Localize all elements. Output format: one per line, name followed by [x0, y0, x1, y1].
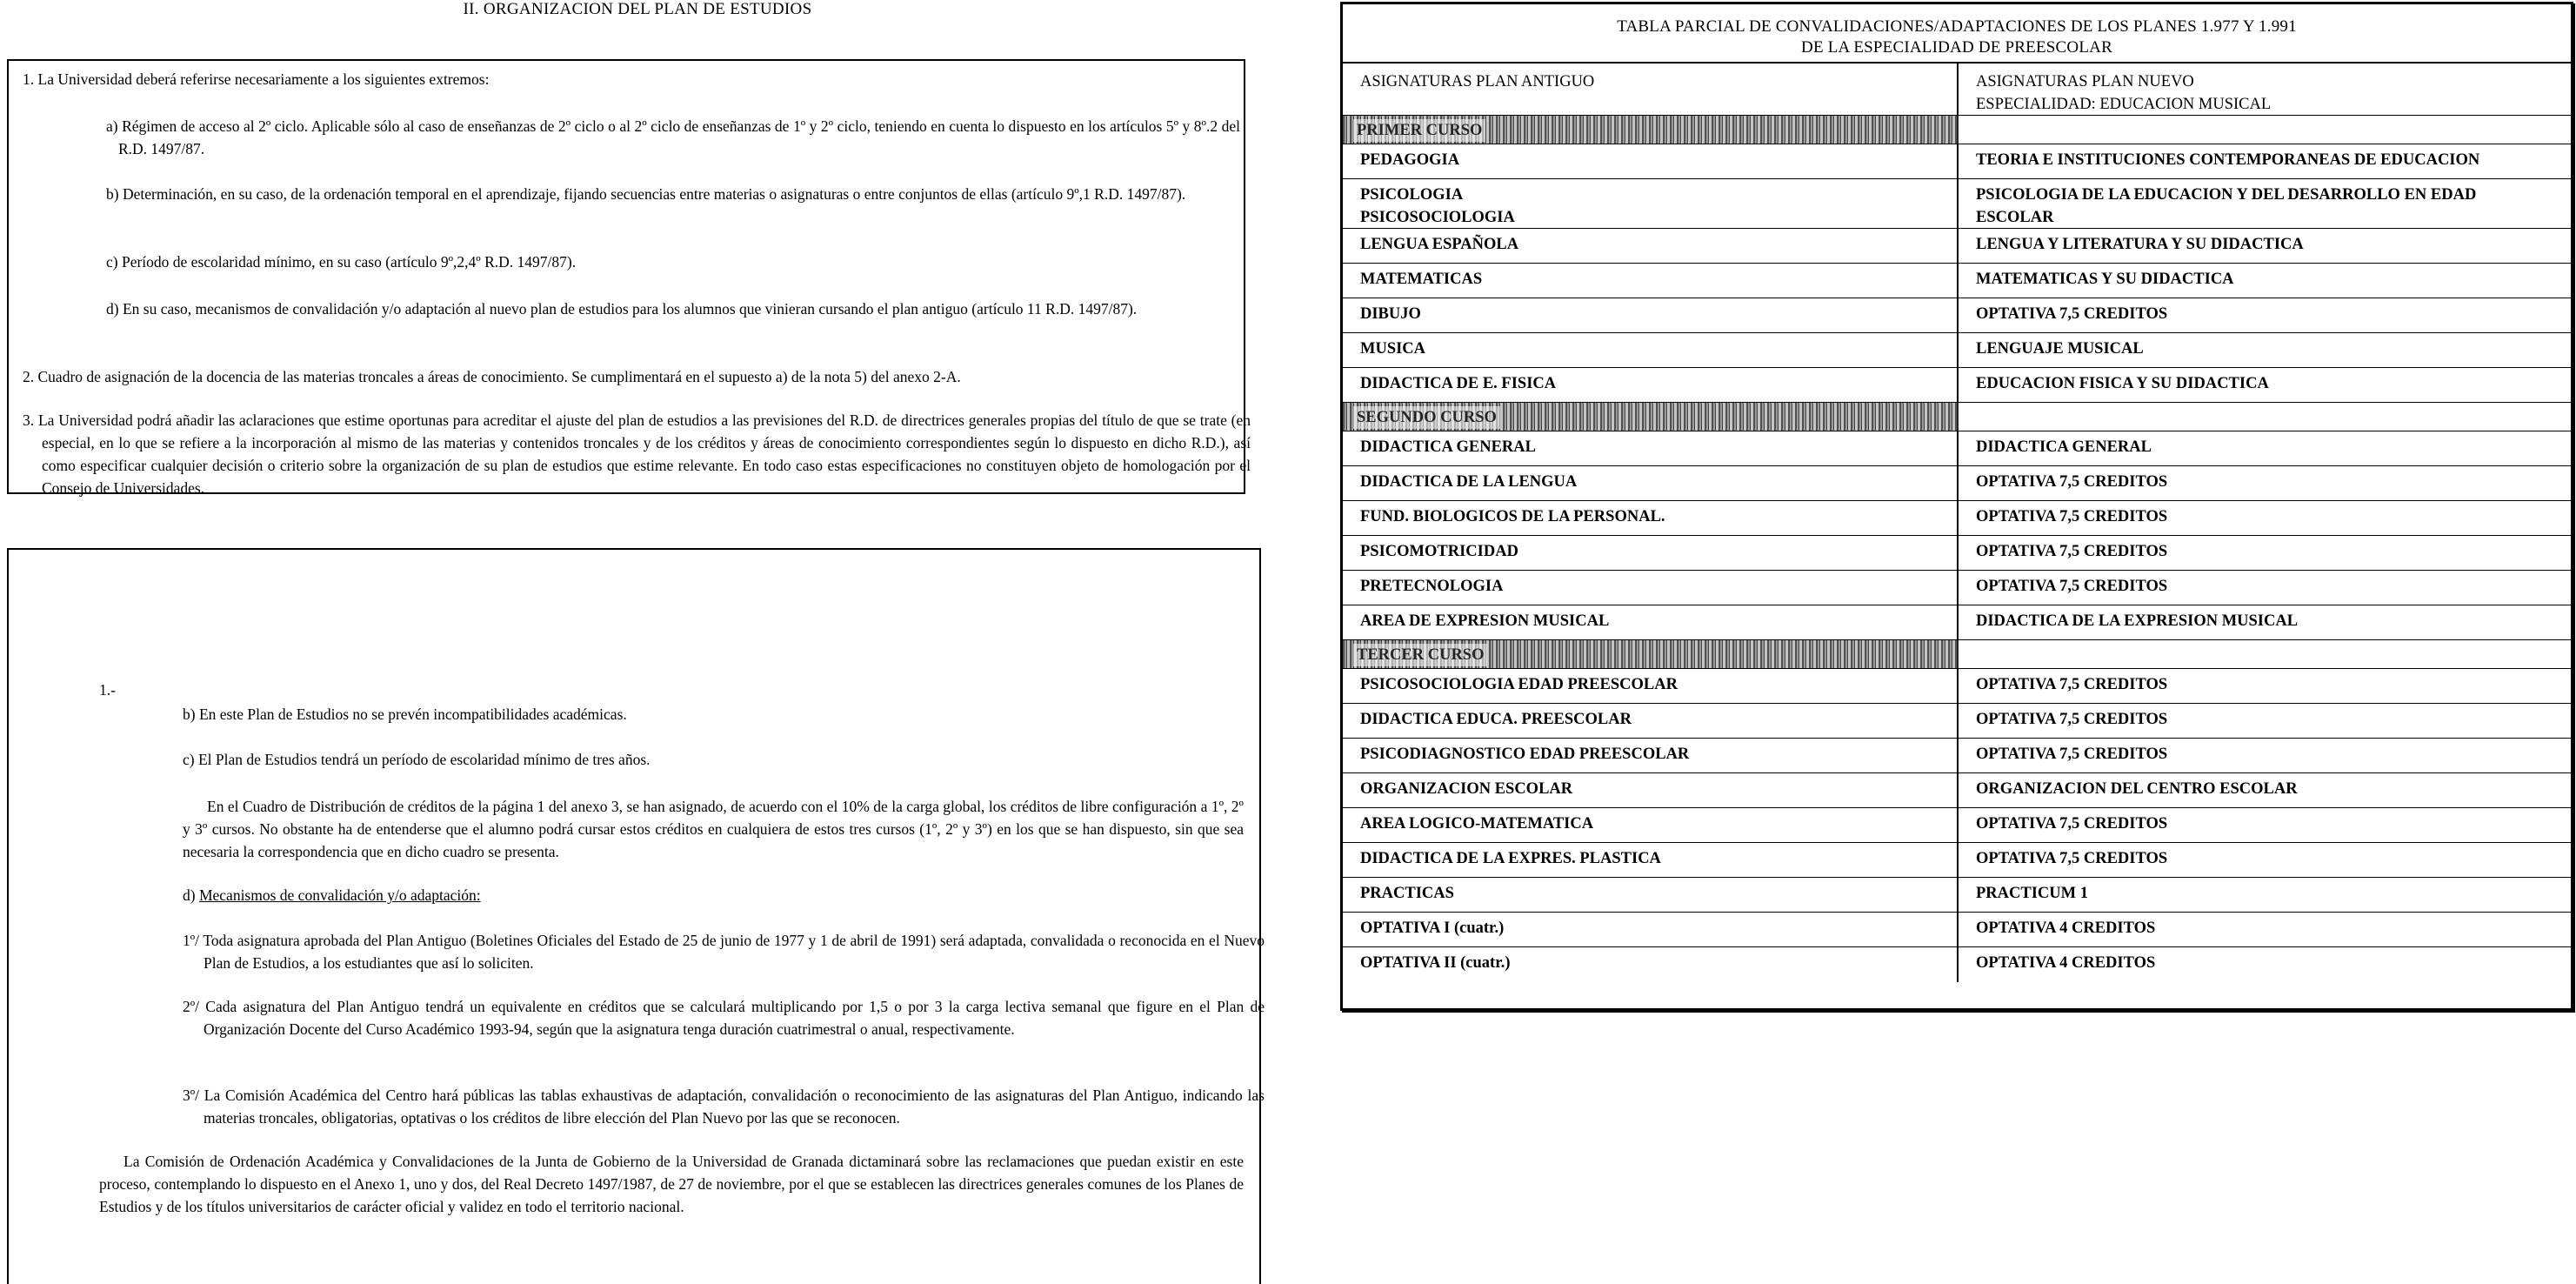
- column-header-new-label-1: ASIGNATURAS PLAN NUEVO: [1976, 73, 2194, 90]
- old-subject-cell: [1343, 179, 1959, 228]
- table-header-row: [1343, 64, 2571, 116]
- instructions-box: [7, 59, 1251, 497]
- new-subject: EDUCACION FISICA Y SU DIDACTICA: [1976, 375, 2269, 392]
- new-subject-cell: [1959, 669, 2571, 703]
- old-subject-cell: [1343, 739, 1959, 772]
- convalidation-table: [1340, 2, 2573, 1011]
- note-final: La Comisión de Ordenación Académica y Convalidaciones de la Junta de Gobierno de la Universidad de Granada dictaminará sobre las reclamaciones que puedan existir en este proceso, contemplando lo dispuesto en el Anexo 1, uno y dos, del Real Decreto 1497/1987, de 27 de noviembre, por el que se establecen las directrices generales comunes de los Planes de Estudios y de los títulos universitarios de carácter oficial y validez en todo el territorio nacional.: [99, 1153, 1244, 1215]
- new-subject-cell: [1959, 466, 2571, 500]
- note-d-title: Mecanismos de convalidación y/o adaptación:: [198, 886, 481, 904]
- old-subject: PRACTICAS: [1360, 885, 1454, 902]
- new-subject-cell: [1959, 704, 2571, 738]
- old-subject: PSICOLOGIA: [1360, 186, 1464, 204]
- table-row: [1343, 229, 2571, 264]
- table-row: [1343, 144, 2571, 179]
- item-a: a) Régimen de acceso al 2º ciclo. Aplicable sólo al caso de enseñanzas de 2º ciclo o al 2º ciclo de enseñanzas de 1º y 2º ciclo, teniendo en cuenta lo dispuesto en los artículos 5º y 8º.2 del R.D. 1497/87.: [106, 117, 1240, 157]
- section-label: SEGUNDO CURSO: [1353, 406, 1500, 429]
- old-subject: OPTATIVA II (cuatr.): [1360, 954, 1511, 972]
- table-row: [1343, 571, 2571, 605]
- old-subject: DIDACTICA EDUCA. PREESCOLAR: [1360, 711, 1632, 728]
- plan-notes-box: [7, 548, 1265, 1284]
- new-subject-cell: [1959, 229, 2571, 263]
- old-subject-cell: [1343, 368, 1959, 402]
- old-subject: MUSICA: [1360, 340, 1426, 358]
- old-subject: OPTATIVA I (cuatr.): [1360, 920, 1505, 937]
- old-subject: PEDAGOGIA: [1360, 151, 1460, 169]
- table-row: [1343, 739, 2571, 773]
- old-subject-cell: [1343, 298, 1959, 332]
- new-subject: OPTATIVA 7,5 CREDITOS: [1976, 578, 2168, 595]
- old-subject-2: PSICOSOCIOLOGIA: [1360, 209, 1515, 226]
- new-subject: OPTATIVA 7,5 CREDITOS: [1976, 473, 2168, 491]
- new-subject: DIDACTICA DE LA EXPRESION MUSICAL: [1976, 612, 2299, 630]
- new-subject: LENGUA Y LITERATURA Y SU DIDACTICA: [1976, 236, 2304, 253]
- new-subject-cell: [1959, 605, 2571, 639]
- new-subject-cell: [1959, 431, 2571, 465]
- note-c: c) El Plan de Estudios tendrá un período de escolaridad mínimo de tres años.: [183, 751, 651, 768]
- old-subject-cell: [1343, 466, 1959, 500]
- old-subject: ORGANIZACION ESCOLAR: [1360, 780, 1573, 798]
- new-subject: OPTATIVA 7,5 CREDITOS: [1976, 676, 2168, 693]
- note-d-heading: [183, 884, 1244, 906]
- old-subject-cell: [1343, 431, 1959, 465]
- column-header-new: [1959, 64, 2571, 115]
- old-subject: DIDACTICA DE LA EXPRES. PLASTICA: [1360, 850, 1661, 867]
- old-subject-cell: [1343, 144, 1959, 178]
- item-d: d) En su caso, mecanismos de convalidación y/o adaptación al nuevo plan de estudios para los alumnos que vinieran cursando el plan antiguo (artículo 11 R.D. 1497/87).: [106, 300, 1138, 318]
- old-subject: PSICODIAGNOSTICO EDAD PREESCOLAR: [1360, 746, 1690, 763]
- new-subject: OPTATIVA 7,5 CREDITOS: [1976, 508, 2168, 525]
- new-subject-cell: [1959, 501, 2571, 535]
- new-subject: OPTATIVA 7,5 CREDITOS: [1976, 305, 2168, 323]
- note-d-label: d): [183, 886, 199, 904]
- new-subject: OPTATIVA 7,5 CREDITOS: [1976, 711, 2168, 728]
- section-cell: [1343, 640, 1959, 668]
- table-row: [1343, 179, 2571, 229]
- new-subject-cell: [1959, 298, 2571, 332]
- new-subject: LENGUAJE MUSICAL: [1976, 340, 2144, 358]
- table-row: [1343, 466, 2571, 501]
- column-header-old: [1343, 64, 1959, 115]
- section-row: [1343, 403, 2571, 431]
- table-row: [1343, 669, 2571, 704]
- table-row: [1343, 605, 2571, 640]
- new-subject: DIDACTICA GENERAL: [1976, 438, 2152, 456]
- old-subject-cell: [1343, 704, 1959, 738]
- old-subject-cell: [1343, 605, 1959, 639]
- table-row: [1343, 501, 2571, 536]
- old-subject-cell: [1343, 878, 1959, 912]
- section-row: [1343, 640, 2571, 669]
- note-d2: 2º/ Cada asignatura del Plan Antiguo tendrá un equivalente en créditos que se calculará multiplicando por 1,5 o por 3 la carga lectiva semanal que figure en el Plan de Organización Docente del Curso Académico 1993-94, según que la asignatura tenga duración cuatrimestral o anual, respectivamente.: [183, 998, 1265, 1038]
- old-subject: PRETECNOLOGIA: [1360, 578, 1504, 595]
- table-row: [1343, 368, 2571, 403]
- note-c-paragraph: En el Cuadro de Distribución de créditos de la página 1 del anexo 3, se han asignado, de acuerdo con el 10% de la carga global, los créditos de libre configuración a 1º, 2º y 3º cursos. No obstante ha de entenderse que el alumno podrá cursar estos créditos en cualquiera de estos tres cursos (1º, 2º y 3º) en los que se han dispuesto, sin que sea necesaria la correspondencia que en dicho cuadro se presenta.: [183, 798, 1244, 860]
- old-subject: PSICOMOTRICIDAD: [1360, 543, 1518, 560]
- new-subject: ORGANIZACION DEL CENTRO ESCOLAR: [1976, 780, 2298, 798]
- table-row: [1343, 808, 2571, 843]
- item-c: c) Período de escolaridad mínimo, en su caso (artículo 9º,2,4º R.D. 1497/87).: [106, 253, 577, 271]
- new-subject: OPTATIVA 7,5 CREDITOS: [1976, 815, 2168, 833]
- note-number: 1.-: [99, 681, 116, 699]
- table-grid: [1343, 62, 2571, 982]
- section-row: [1343, 116, 2571, 144]
- old-subject-cell: [1343, 913, 1959, 946]
- note-d3: 3º/ La Comisión Académica del Centro hará públicas las tablas exhaustivas de adaptación, convalidación o reconocimiento de las asignaturas del Plan Antiguo, indicando las materias troncales, obligatorias, optativas o los créditos de libre elección del Plan Nuevo por las que se reconocen.: [183, 1087, 1265, 1127]
- new-subject-cell: [1959, 739, 2571, 772]
- item-b: b) Determinación, en su caso, de la ordenación temporal en el aprendizaje, fijando secuencias entre materias o asignaturas o entre conjuntos de ellas (artículo 9º,1 R.D. 1497/87).: [106, 185, 1186, 203]
- old-subject-cell: [1343, 501, 1959, 535]
- new-subject-cell: [1959, 843, 2571, 877]
- new-subject-cell: [1959, 179, 2571, 228]
- old-subject-cell: [1343, 843, 1959, 877]
- column-header-old-label: ASIGNATURAS PLAN ANTIGUO: [1360, 73, 1595, 90]
- old-subject: FUND. BIOLOGICOS DE LA PERSONAL.: [1360, 508, 1665, 525]
- item-2: 2. Cuadro de asignación de la docencia de las materias troncales a áreas de conocimiento. Se cumplimentará en el supuesto a) de la nota 5) del anexo 2-A.: [23, 368, 961, 385]
- old-subject: MATEMATICAS: [1360, 271, 1483, 288]
- old-subject-cell: [1343, 333, 1959, 367]
- table-row: [1343, 843, 2571, 878]
- new-subject-cell: [1959, 368, 2571, 402]
- new-subject-cell: [1959, 947, 2571, 982]
- old-subject: DIBUJO: [1360, 305, 1421, 323]
- table-row: [1343, 947, 2571, 982]
- new-subject: OPTATIVA 7,5 CREDITOS: [1976, 543, 2168, 560]
- new-subject: OPTATIVA 7,5 CREDITOS: [1976, 850, 2168, 867]
- new-subject: OPTATIVA 4 CREDITOS: [1976, 920, 2156, 937]
- old-subject-cell: [1343, 669, 1959, 703]
- old-subject-cell: [1343, 536, 1959, 570]
- table-title-line-1: TABLA PARCIAL DE CONVALIDACIONES/ADAPTACIONES DE LOS PLANES 1.977 Y 1.991: [1617, 17, 2297, 36]
- old-subject-cell: [1343, 571, 1959, 605]
- table-row: [1343, 298, 2571, 333]
- old-subject: DIDACTICA GENERAL: [1360, 438, 1536, 456]
- table-row: [1343, 431, 2571, 466]
- new-subject-cell: [1959, 878, 2571, 912]
- old-subject: DIDACTICA DE LA LENGUA: [1360, 473, 1578, 491]
- new-subject: TEORIA E INSTITUCIONES CONTEMPORANEAS DE EDUCACION: [1976, 151, 2480, 169]
- old-subject-cell: [1343, 264, 1959, 298]
- table-row: [1343, 264, 2571, 298]
- table-title: [1343, 4, 2571, 62]
- new-subject: PRACTICUM 1: [1976, 885, 2088, 902]
- new-subject: OPTATIVA 7,5 CREDITOS: [1976, 746, 2168, 763]
- table-row: [1343, 536, 2571, 571]
- new-subject-cell: [1959, 333, 2571, 367]
- old-subject: PSICOSOCIOLOGIA EDAD PREESCOLAR: [1360, 676, 1678, 693]
- section-cell: [1343, 116, 1959, 144]
- old-subject: LENGUA ESPAÑOLA: [1360, 236, 1519, 253]
- new-subject: PSICOLOGIA DE LA EDUCACION Y DEL DESARROLLO EN EDAD: [1976, 186, 2477, 204]
- item-1-intro: 1. La Universidad deberá referirse necesariamente a los siguientes extremos:: [23, 70, 490, 88]
- new-subject: OPTATIVA 4 CREDITOS: [1976, 954, 2156, 972]
- new-subject-cell: [1959, 808, 2571, 842]
- old-subject-cell: [1343, 773, 1959, 807]
- old-subject: AREA DE EXPRESION MUSICAL: [1360, 612, 1610, 630]
- section-cell-empty: [1959, 116, 2571, 144]
- new-subject-cell: [1959, 536, 2571, 570]
- table-row: [1343, 773, 2571, 808]
- section-label: TERCER CURSO: [1353, 644, 1487, 666]
- note-b: b) En este Plan de Estudios no se prevén incompatibilidades académicas.: [183, 706, 627, 723]
- section-cell: [1343, 403, 1959, 431]
- old-subject-cell: [1343, 808, 1959, 842]
- table-row: [1343, 913, 2571, 947]
- old-subject-cell: [1343, 229, 1959, 263]
- old-subject: DIDACTICA DE E. FISICA: [1360, 375, 1557, 392]
- table-row: [1343, 333, 2571, 368]
- new-subject-cell: [1959, 264, 2571, 298]
- table-row: [1343, 878, 2571, 913]
- column-header-new-label-2: ESPECIALIDAD: EDUCACION MUSICAL: [1976, 96, 2272, 113]
- note-d1: 1º/ Toda asignatura aprobada del Plan Antiguo (Boletines Oficiales del Estado de 25 de junio de 1977 y 1 de abril de 1991) será adaptada, convalidada o reconocida en el Nuevo Plan de Estudios, a los estudiantes que así lo soliciten.: [183, 932, 1265, 972]
- new-subject-cell: [1959, 571, 2571, 605]
- new-subject-cell: [1959, 144, 2571, 178]
- new-subject-cell: [1959, 773, 2571, 807]
- new-subject: MATEMATICAS Y SU DIDACTICA: [1976, 271, 2234, 288]
- item-3: 3. La Universidad podrá añadir las aclaraciones que estime oportunas para acreditar el ajuste del plan de estudios a las previsiones del R.D. de directrices generales propias del título de que se trate (en especial, en lo que se refiere a la incorporación al mismo de las materias y contenidos troncales y de los créditos y áreas de conocimiento correspondientes según lo dispuesto en dicho R.D.), así como especificar cualquier decisión o criterio sobre la organización de su plan de estudios que estime relevante. En todo caso estas especificaciones no constituyen objeto de homologación por el Consejo de Universidades.: [23, 411, 1251, 497]
- table-title-line-2: DE LA ESPECIALIDAD DE PREESCOLAR: [1801, 38, 2112, 57]
- section-cell-empty: [1959, 640, 2571, 668]
- new-subject-2: ESCOLAR: [1976, 209, 2054, 226]
- page-heading: II. ORGANIZACION DEL PLAN DE ESTUDIOS: [463, 0, 812, 18]
- old-subject: AREA LOGICO-MATEMATICA: [1360, 815, 1594, 833]
- old-subject-cell: [1343, 947, 1959, 982]
- section-label: PRIMER CURSO: [1353, 119, 1485, 142]
- table-row: [1343, 704, 2571, 739]
- new-subject-cell: [1959, 913, 2571, 946]
- section-cell-empty: [1959, 403, 2571, 431]
